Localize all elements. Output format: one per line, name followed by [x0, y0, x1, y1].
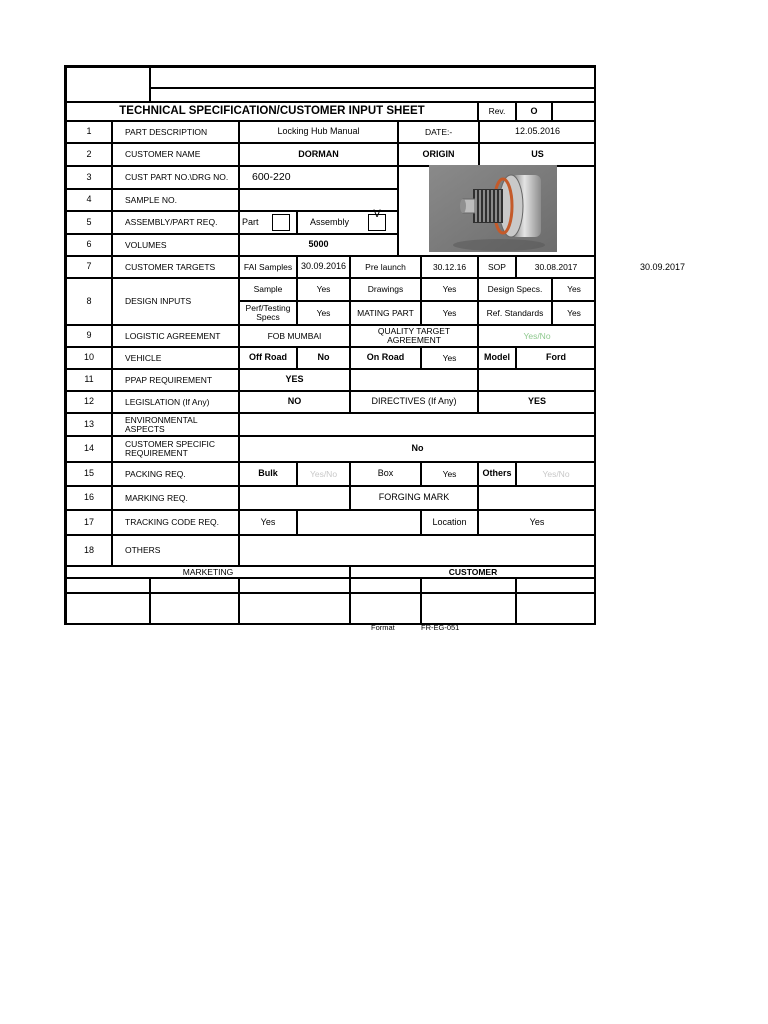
location-label: Location [421, 510, 478, 535]
part-option-label: Part [242, 216, 259, 227]
offroad-label: Off Road [239, 347, 297, 369]
sop-value: 30.08.2017 [516, 256, 596, 278]
format-label: Format [371, 623, 395, 632]
fai-samples-label: FAI Samples [239, 256, 297, 278]
directives-value: YES [478, 391, 596, 413]
ppap-blank [350, 369, 478, 391]
signoff-cell [150, 578, 239, 593]
signoff-cell [66, 578, 150, 593]
signoff-cell [350, 578, 421, 593]
ppap-value: YES [239, 369, 350, 391]
environmental-value [239, 413, 596, 436]
row-number: 1 [66, 121, 112, 143]
row-label: OTHERS [112, 535, 239, 566]
others-requirement-value [239, 535, 596, 566]
directives-label: DIRECTIVES (If Any) [350, 391, 478, 413]
row-label: PPAP REQUIREMENT [112, 369, 239, 391]
row-number: 6 [66, 234, 112, 256]
date-label: DATE:- [398, 121, 479, 143]
row-number: 4 [66, 189, 112, 211]
signature-cell [150, 593, 239, 625]
row-label: ASSEMBLY/PART REQ. [112, 211, 239, 234]
bulk-value: Yes/No [297, 462, 350, 486]
row-number: 3 [66, 166, 112, 189]
perf-testing-value: Yes [297, 301, 350, 325]
date-value: 12.05.2016 [479, 121, 596, 143]
fai-samples-value: 30.09.2016 [297, 256, 350, 278]
row-label: MARKING REQ. [112, 486, 239, 510]
row-label: CUST PART NO.\DRG NO. [112, 166, 239, 189]
row-number: 8 [66, 278, 112, 325]
marking-blank [239, 486, 350, 510]
customer-name-value: DORMAN [239, 143, 398, 166]
row-label: LEGISLATION (If Any) [112, 391, 239, 413]
row-label: CUSTOMER NAME [112, 143, 239, 166]
row-label: CUSTOMER SPECIFIC REQUIREMENT [112, 436, 239, 462]
box-label: Box [350, 462, 421, 486]
row-label: VOLUMES [112, 234, 239, 256]
tracking-blank [297, 510, 421, 535]
mating-part-label: MATING PART [350, 301, 421, 325]
marking-value: FORGING MARK [350, 486, 478, 510]
box-value: Yes [421, 462, 478, 486]
row-number: 14 [66, 436, 112, 462]
rev-label: Rev. [478, 102, 516, 121]
part-checkbox[interactable] [272, 214, 290, 231]
cust-part-no-value: 600-220 [239, 166, 398, 189]
header-blank-top [150, 67, 596, 88]
row-number: 12 [66, 391, 112, 413]
row-label: ENVIRONMENTAL ASPECTS [112, 413, 239, 436]
prelaunch-label: Pre launch [350, 256, 421, 278]
prelaunch-value: 30.12.16 [421, 256, 478, 278]
origin-value: US [479, 143, 596, 166]
signoff-cell [516, 578, 596, 593]
drawings-value: Yes [421, 278, 478, 301]
row-number: 15 [66, 462, 112, 486]
ppap-blank-2 [478, 369, 596, 391]
row-label: CUSTOMER TARGETS [112, 256, 239, 278]
row-number: 18 [66, 535, 112, 566]
signature-cell [516, 593, 596, 625]
row-label: PART DESCRIPTION [112, 121, 239, 143]
offroad-value: No [297, 347, 350, 369]
row-label: TRACKING CODE REQ. [112, 510, 239, 535]
model-label: Model [478, 347, 516, 369]
signature-cell [66, 593, 150, 625]
header-blank-mid [150, 88, 596, 102]
others-value: Yes/No [516, 462, 596, 486]
format-code: FR-EG-051 [421, 623, 460, 632]
signoff-cell [421, 578, 516, 593]
ref-standards-value: Yes [552, 301, 596, 325]
perf-testing-label: Perf/Testing Specs [239, 301, 297, 325]
row-number: 2 [66, 143, 112, 166]
locking-hub-image [429, 165, 557, 252]
origin-label: ORIGIN [398, 143, 479, 166]
row-number: 17 [66, 510, 112, 535]
design-specs-label: Design Specs. [478, 278, 552, 301]
marking-blank-2 [478, 486, 596, 510]
sample-label: Sample [239, 278, 297, 301]
signature-cell [239, 593, 350, 625]
row-label: DESIGN INPUTS [112, 278, 239, 325]
marketing-header: MARKETING [66, 566, 350, 578]
row-label: PACKING REQ. [112, 462, 239, 486]
quality-target-value: Yes/No [478, 325, 596, 347]
location-value: Yes [478, 510, 596, 535]
row-number: 10 [66, 347, 112, 369]
others-label: Others [478, 462, 516, 486]
row-number: 5 [66, 211, 112, 234]
legislation-value: NO [239, 391, 350, 413]
customer-specific-value: No [239, 436, 596, 462]
spec-sheet [64, 65, 596, 625]
row-number: 7 [66, 256, 112, 278]
row-number: 16 [66, 486, 112, 510]
part-description-value: Locking Hub Manual [239, 121, 398, 143]
sop-label: SOP [478, 256, 516, 278]
bulk-label: Bulk [239, 462, 297, 486]
onroad-label: On Road [350, 347, 421, 369]
signature-cell [350, 593, 421, 625]
signature-cell [421, 593, 516, 625]
customer-header: CUSTOMER [350, 566, 596, 578]
drawings-label: Drawings [350, 278, 421, 301]
volumes-value: 5000 [239, 234, 398, 256]
design-specs-value: Yes [552, 278, 596, 301]
ref-standards-label: Ref. Standards [478, 301, 552, 325]
row-number: 9 [66, 325, 112, 347]
assembly-option-label: Assembly [310, 216, 350, 227]
mating-part-value: Yes [421, 301, 478, 325]
tracking-value: Yes [239, 510, 297, 535]
onroad-value: Yes [421, 347, 478, 369]
assembly-check-mark: V [373, 208, 381, 220]
row-label: VEHICLE [112, 347, 239, 369]
sheet-title: TECHNICAL SPECIFICATION/CUSTOMER INPUT SHEET [66, 102, 478, 121]
model-value: Ford [516, 347, 596, 369]
rev-value: O [516, 102, 552, 121]
quality-target-label: QUALITY TARGET AGREEMENT [350, 325, 478, 347]
logo-cell [66, 67, 150, 102]
sample-value: Yes [297, 278, 350, 301]
row-number: 13 [66, 413, 112, 436]
logistic-value: FOB MUMBAI [239, 325, 350, 347]
row-number: 11 [66, 369, 112, 391]
side-date: 30.09.2017 [640, 262, 686, 272]
row-label: LOGISTIC AGREEMENT [112, 325, 239, 347]
product-photo [429, 165, 557, 252]
signoff-cell [239, 578, 350, 593]
row-label: SAMPLE NO. [112, 189, 239, 211]
assembly-checkbox[interactable] [368, 208, 386, 231]
rev-blank [552, 102, 596, 121]
